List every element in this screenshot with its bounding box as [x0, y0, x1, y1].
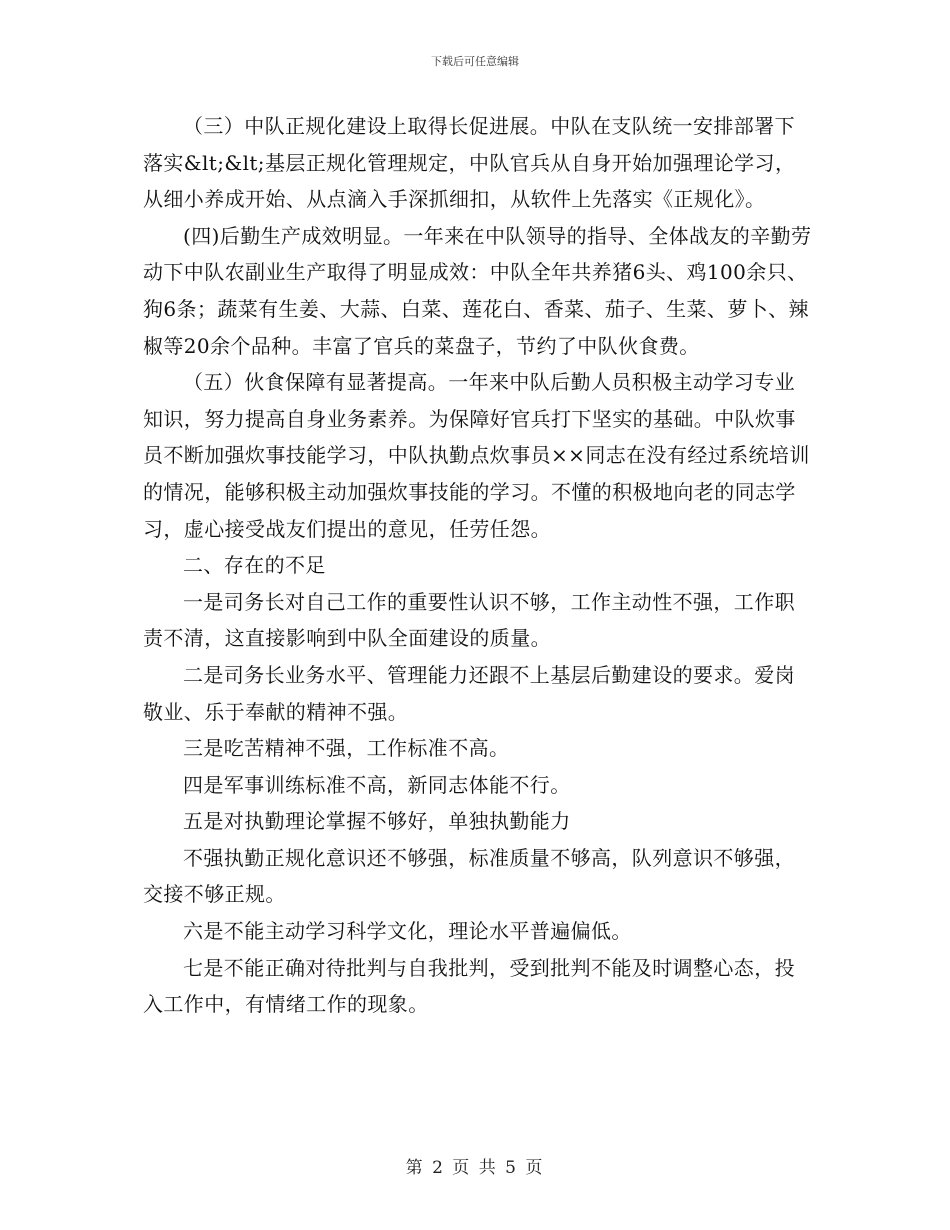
paragraph-shortcoming-3: 三是吃苦精神不强，工作标准不高。 [183, 736, 510, 761]
paragraph-squad-standardization: （三）中队正规化建设上取得长促进展。中队在支队统一安排部署下落实&lt;&lt;基层正规化管理规定，中队官兵从自身开始加强理论学习，从细小养成开始、从点滴入手深抓细扣，从软件上先落实《正规化》。 [143, 114, 796, 212]
paragraph-shortcoming-2: 二是司务长业务水平、管理能力还跟不上基层后勤建设的要求。爱岗敬业、乐于奉献的精神不强。 [143, 662, 795, 724]
paragraph-food-support: （五）伙食保障有显著提高。一年来中队后勤人员积极主动学习专业知识，努力提高自身业务素养。为保障好官兵打下坚实的基础。中队炊事员不断加强炊事技能学习，中队执勤点炊事员××同志在没有经过系统培训的情况，能够积极主动加强炊事技能的学习。不懂的积极地向老的同志学习，虚心接受战友们提出的意见，任劳任怨。 [143, 370, 810, 541]
paragraph-shortcoming-5: 五是对执勤理论掌握不够好，单独执勤能力 [183, 809, 571, 834]
document-body [143, 108, 813, 1023]
paragraph-shortcoming-6: 六是不能主动学习科学文化，理论水平普遍偏低。 [183, 919, 632, 944]
page-number: 第 2 页 共 5 页 [405, 1158, 545, 1178]
paragraph-logistics-production: (四)后勤生产成效明显。一年来在中队领导的指导、全体战友的辛勤劳动下中队农副业生产取得了明显成效：中队全年共养猪6头、鸡100余只、狗6条；蔬菜有生姜、大蒜、白菜、莲花白、香菜、茄子、生菜、萝卜、辣椒等20余个品种。丰富了官兵的菜盘子，节约了中队伙食费。 [143, 223, 812, 358]
section-heading-shortcomings: 二、存在的不足 [183, 553, 326, 578]
paragraph-shortcoming-1: 一是司务长对自己工作的重要性认识不够，工作主动性不强，工作职责不清，这直接影响到中队全面建设的质量。 [143, 589, 795, 651]
paragraph-shortcoming-7: 七是不能正确对待批判与自我批判，受到批判不能及时调整心态，投入工作中，有情绪工作的现象。 [143, 955, 795, 1017]
paragraph-shortcoming-5-continued: 不强执勤正规化意识还不够强，标准质量不够高，队列意识不够强，交接不够正规。 [143, 845, 795, 907]
paragraph-shortcoming-4: 四是军事训练标准不高，新同志体能不行。 [183, 772, 571, 797]
page-header: 下载后可任意编辑 [431, 55, 519, 68]
